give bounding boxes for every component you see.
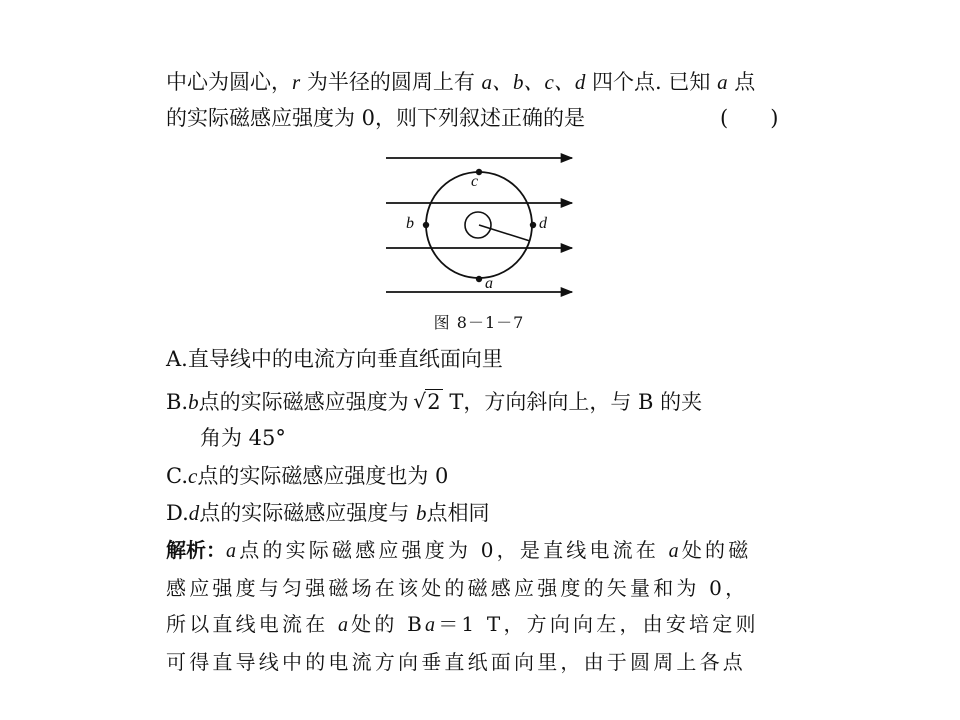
analysis-text: 点的实际磁感应强度为 0，是直线电流在 [239, 538, 669, 562]
option-b [166, 389, 702, 415]
radius-line [479, 225, 530, 241]
figure-caption: 图 8－1－7 [433, 313, 525, 332]
option-text: 点的实际磁感应强度与 [199, 501, 416, 525]
label-d: d [539, 215, 547, 232]
option-letter: D. [166, 501, 189, 525]
label-b: b [406, 215, 414, 232]
variable-r: r [292, 70, 301, 94]
analysis-text: 所以直线电流在 [166, 612, 338, 636]
variable-b: b [415, 501, 427, 525]
point-a [476, 276, 482, 282]
variables-abcd: a、b、c、d [481, 70, 586, 94]
option-d [166, 500, 489, 526]
label-a: a [485, 275, 493, 292]
option-a [166, 346, 503, 372]
analysis-text: 处的磁 [681, 538, 752, 562]
stem-text: 中心为圆心， [166, 70, 292, 94]
option-c [166, 463, 448, 489]
analysis-line-1 [166, 532, 786, 570]
option-text: 点的实际磁感应强度为 [198, 390, 416, 414]
option-text: 点的实际磁感应强度也为 0 [197, 464, 449, 488]
stem-text: 为半径的圆周上有 [300, 70, 482, 94]
option-letter: A. [166, 347, 188, 371]
analysis-text: 处的 B [351, 612, 426, 636]
option-letter: C. [166, 464, 188, 488]
option-b-continuation: 角为 45° [200, 426, 286, 450]
question-stem-line-1 [166, 69, 755, 95]
figure-magnetic-field [370, 145, 590, 340]
analysis-label: 解析： [166, 538, 226, 562]
answer-blank: ( ) [720, 106, 779, 130]
variable-a-subscript: a [425, 614, 439, 636]
analysis-line-4: 可得直导线中的电流方向垂直纸面向里，由于圆周上各点 [166, 649, 746, 674]
variable-a: a [337, 614, 352, 636]
stem-text: 点 [727, 70, 756, 94]
analysis-line-2: 感应强度与匀强磁场在该处的磁感应强度的矢量和为 0， [166, 575, 749, 600]
variable-a: a [226, 540, 240, 562]
sqrt-radicand: 2 [427, 390, 441, 414]
point-b [423, 222, 429, 228]
analysis-section [166, 532, 786, 680]
option-text: T，方向斜向上，与 B 的夹 [442, 390, 703, 414]
variable-b: b [188, 390, 199, 414]
option-text: 直导线中的电流方向垂直纸面向里 [187, 347, 503, 371]
variable-a: a [668, 540, 682, 562]
stem-text: 的实际磁感应强度为 0，则下列叙述正确的是 [166, 106, 586, 130]
question-stem-line-2 [166, 105, 585, 131]
field-diagram [370, 145, 590, 315]
variable-a: a [717, 70, 728, 94]
label-c: c [471, 173, 479, 190]
analysis-line-3 [166, 606, 786, 644]
analysis-text: ＝1 T，方向向左，由安培定则 [438, 612, 759, 636]
option-letter: B. [166, 390, 189, 414]
variable-c: c [188, 464, 198, 488]
option-text: 点相同 [426, 501, 490, 525]
wire-circle [465, 212, 491, 238]
stem-text: 四个点. 已知 [585, 70, 718, 94]
variable-d: d [188, 501, 200, 525]
point-d [530, 222, 536, 228]
sqrt-symbol [415, 389, 442, 415]
